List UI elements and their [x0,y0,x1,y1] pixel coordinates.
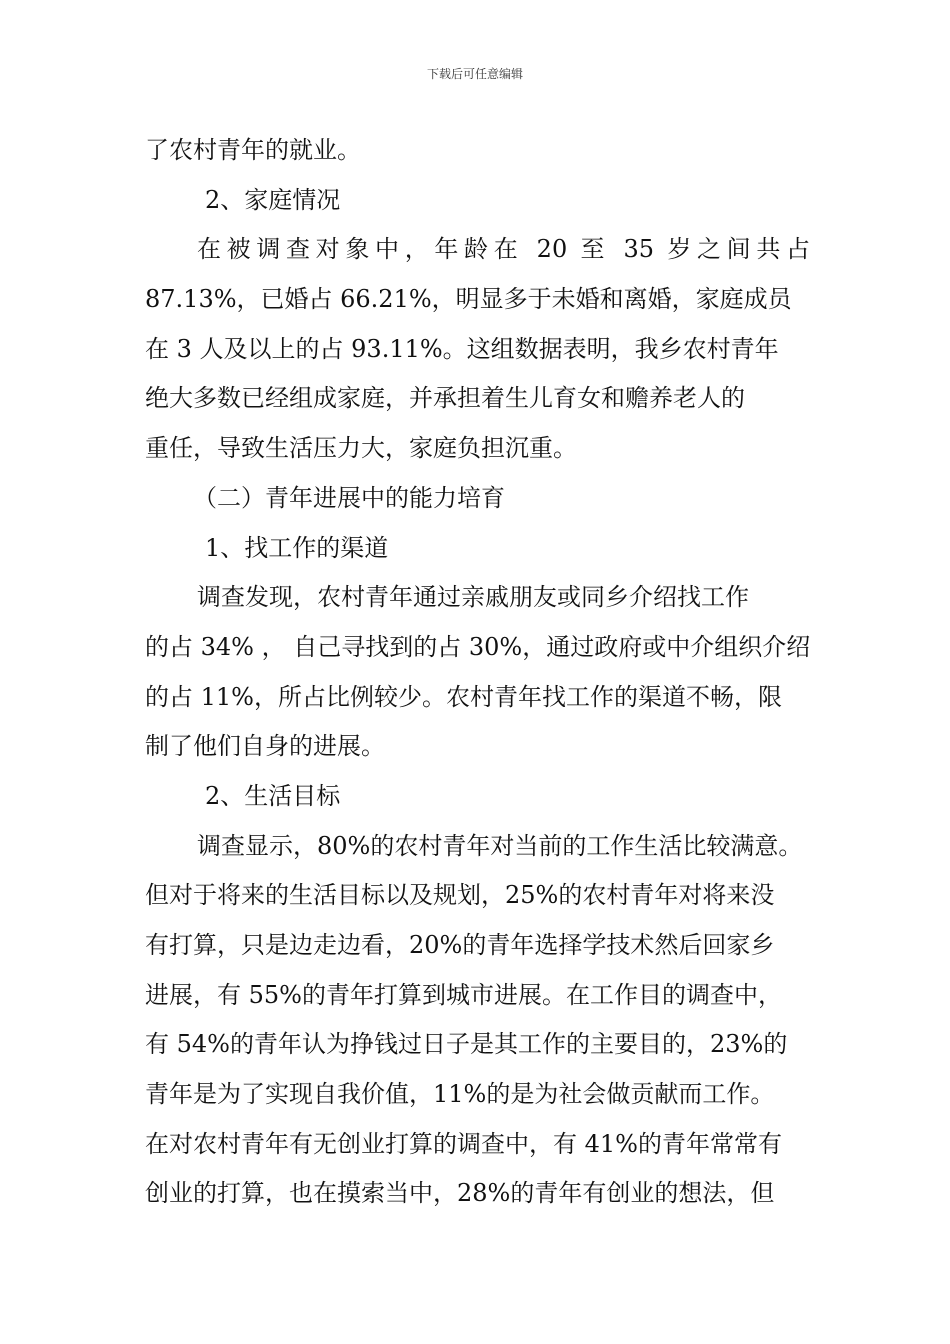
text-line: 在对农村青年有无创业打算的调查中，有 41%的青年常常有 [145,1129,782,1158]
text-line: 绝大多数已经组成家庭，并承担着生儿育女和赡养老人的 [145,384,745,413]
page-header: 下载后可任意编辑 [426,67,523,81]
text-line: 在被调查对象中，年龄在 20 至 35 岁之间共占 [197,235,810,264]
text-line: 但对于将来的生活目标以及规划，25%的农村青年对将来没 [145,881,775,910]
text-line: 2、生活目标 [205,781,341,810]
text-line: 青年是为了实现自我价值，11%的是为社会做贡献而工作。 [145,1080,775,1109]
text-line: 调查发现，农村青年通过亲戚朋友或同乡介绍找工作 [197,583,749,612]
text-line: 的占 11%，所占比例较少。农村青年找工作的渠道不畅，限 [145,682,782,711]
text-line: 在 3 人及以上的占 93.11%。这组数据表明，我乡农村青年 [145,334,779,363]
text-line: 调查显示，80%的农村青年对当前的工作生活比较满意。 [197,831,803,860]
text-line: 有 54%的青年认为挣钱过日子是其工作的主要目的，23%的 [145,1030,788,1059]
text-line: 的占 34% ， 自己寻找到的占 30%，通过政府或中介组织介绍 [145,632,811,661]
document-body [145,126,810,1219]
text-line: 有打算，只是边走边看，20%的青年选择学技术然后回家乡 [145,931,775,959]
text-line: 了农村青年的就业。 [145,136,361,164]
text-line: 2、家庭情况 [205,185,341,214]
text-line: 创业的打算，也在摸索当中，28%的青年有创业的想法，但 [145,1179,775,1208]
text-line: （二）青年进展中的能力培育 [193,483,505,512]
text-line: 1、找工作的渠道 [205,533,389,562]
text-line: 87.13%，已婚占 66.21%，明显多于未婚和离婚，家庭成员 [145,285,792,314]
text-line: 制了他们自身的进展。 [145,732,385,761]
text-line: 进展，有 55%的青年打算到城市进展。在工作目的调查中， [145,980,782,1009]
text-line: 重任，导致生活压力大，家庭负担沉重。 [145,434,577,463]
